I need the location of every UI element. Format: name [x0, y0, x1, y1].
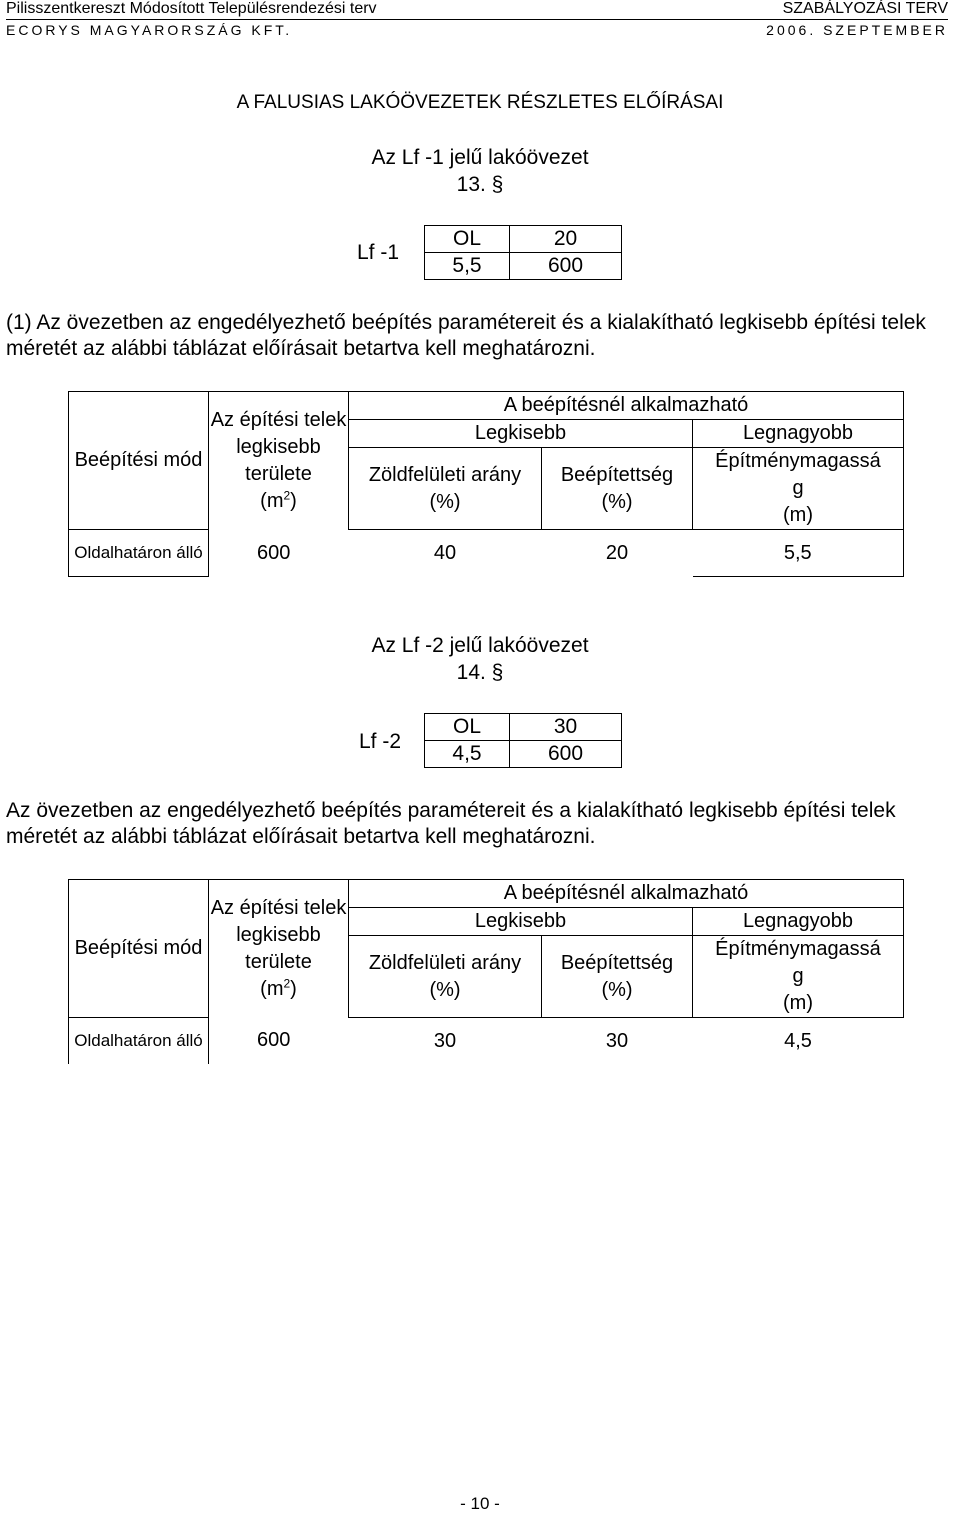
- value-building-height: 5,5: [693, 530, 904, 577]
- mode-value: Oldalhatáron álló: [69, 530, 209, 577]
- code-cell: 5,5: [425, 253, 510, 280]
- paragraph-number: 13. §: [456, 173, 504, 196]
- body-paragraph: (1) Az övezetben az engedélyezhető beépítés paramétereit és a kialakítható legkisebb építési telek méretét az alábbi táblázat előírásait betartva kell meghatározni.: [6, 311, 926, 360]
- value-built-ratio: 20: [605, 541, 629, 564]
- header-group: A beépítésnél alkalmazható: [349, 392, 904, 420]
- value-building-height: 4,5: [784, 1029, 812, 1052]
- zone-code-label: Lf -2: [359, 730, 402, 753]
- header-building-height: Építménymagassá g (m): [693, 936, 904, 1018]
- header-lot-area: Az építési telek legkisebb területe $(m^2)$: [209, 392, 349, 530]
- document-type: SZABÁLYOZÁSI TERV: [782, 0, 948, 17]
- header-mode: Beépítési mód: [69, 392, 209, 530]
- document-title: Pilisszentkereszt Módosított Településrendezési terv: [6, 0, 377, 17]
- parameters-table: [68, 391, 904, 577]
- header-building-height: Építménymagassá g (m): [693, 448, 904, 530]
- document-date: 2006. SZEPTEMBER: [766, 22, 948, 38]
- paragraph-number: 14. §: [456, 661, 504, 684]
- value-lot-area: 600: [209, 530, 349, 577]
- body-paragraph: Az övezetben az engedélyezhető beépítés paramétereit és a kialakítható legkisebb építési telek méretét az alábbi táblázat előírásait betartva kell meghatározni.: [6, 799, 896, 848]
- code-cell: OL: [425, 226, 510, 253]
- header-max: Legnagyobb: [693, 908, 904, 936]
- zone-code-label: Lf -1: [357, 241, 400, 264]
- section-title: A FALUSIAS LAKÓÖVEZETEK RÉSZLETES ELŐÍRÁSAI: [236, 92, 724, 113]
- header-group: A beépítésnél alkalmazható: [349, 880, 904, 908]
- zone-code-table: [424, 713, 622, 768]
- mode-value: Oldalhatáron álló: [69, 1018, 209, 1065]
- code-cell: 600: [510, 741, 622, 768]
- value-built-ratio: 30: [605, 1029, 629, 1052]
- value-green-ratio: 40: [433, 541, 457, 564]
- header-built-ratio: Beépítettség (%): [542, 448, 693, 530]
- header-min: Legkisebb: [349, 908, 693, 936]
- company-name: ECORYS MAGYARORSZÁG KFT.: [6, 22, 293, 38]
- code-cell: 20: [510, 226, 622, 253]
- header-divider: [6, 19, 948, 20]
- parameters-table: [68, 879, 904, 1064]
- code-cell: 600: [510, 253, 622, 280]
- value-green-ratio: 30: [433, 1029, 457, 1052]
- header-green-ratio: Zöldfelületi arány (%): [349, 448, 542, 530]
- header-mode: Beépítési mód: [69, 880, 209, 1018]
- header-lot-area: Az építési telek legkisebb területe $(m^2)$: [209, 880, 349, 1018]
- zone-code-table: [424, 225, 622, 280]
- header-built-ratio: Beépítettség (%): [542, 936, 693, 1018]
- value-lot-area: 600: [209, 1018, 349, 1065]
- header-green-ratio: Zöldfelületi arány (%): [349, 936, 542, 1018]
- header-min: Legkisebb: [349, 420, 693, 448]
- header-max: Legnagyobb: [693, 420, 904, 448]
- zone-heading: Az Lf -1 jelű lakóövezet: [371, 146, 589, 169]
- page-number: - 10 -: [460, 1494, 500, 1513]
- code-cell: OL: [425, 714, 510, 741]
- code-cell: 30: [510, 714, 622, 741]
- zone-heading: Az Lf -2 jelű lakóövezet: [371, 634, 589, 657]
- code-cell: 4,5: [425, 741, 510, 768]
